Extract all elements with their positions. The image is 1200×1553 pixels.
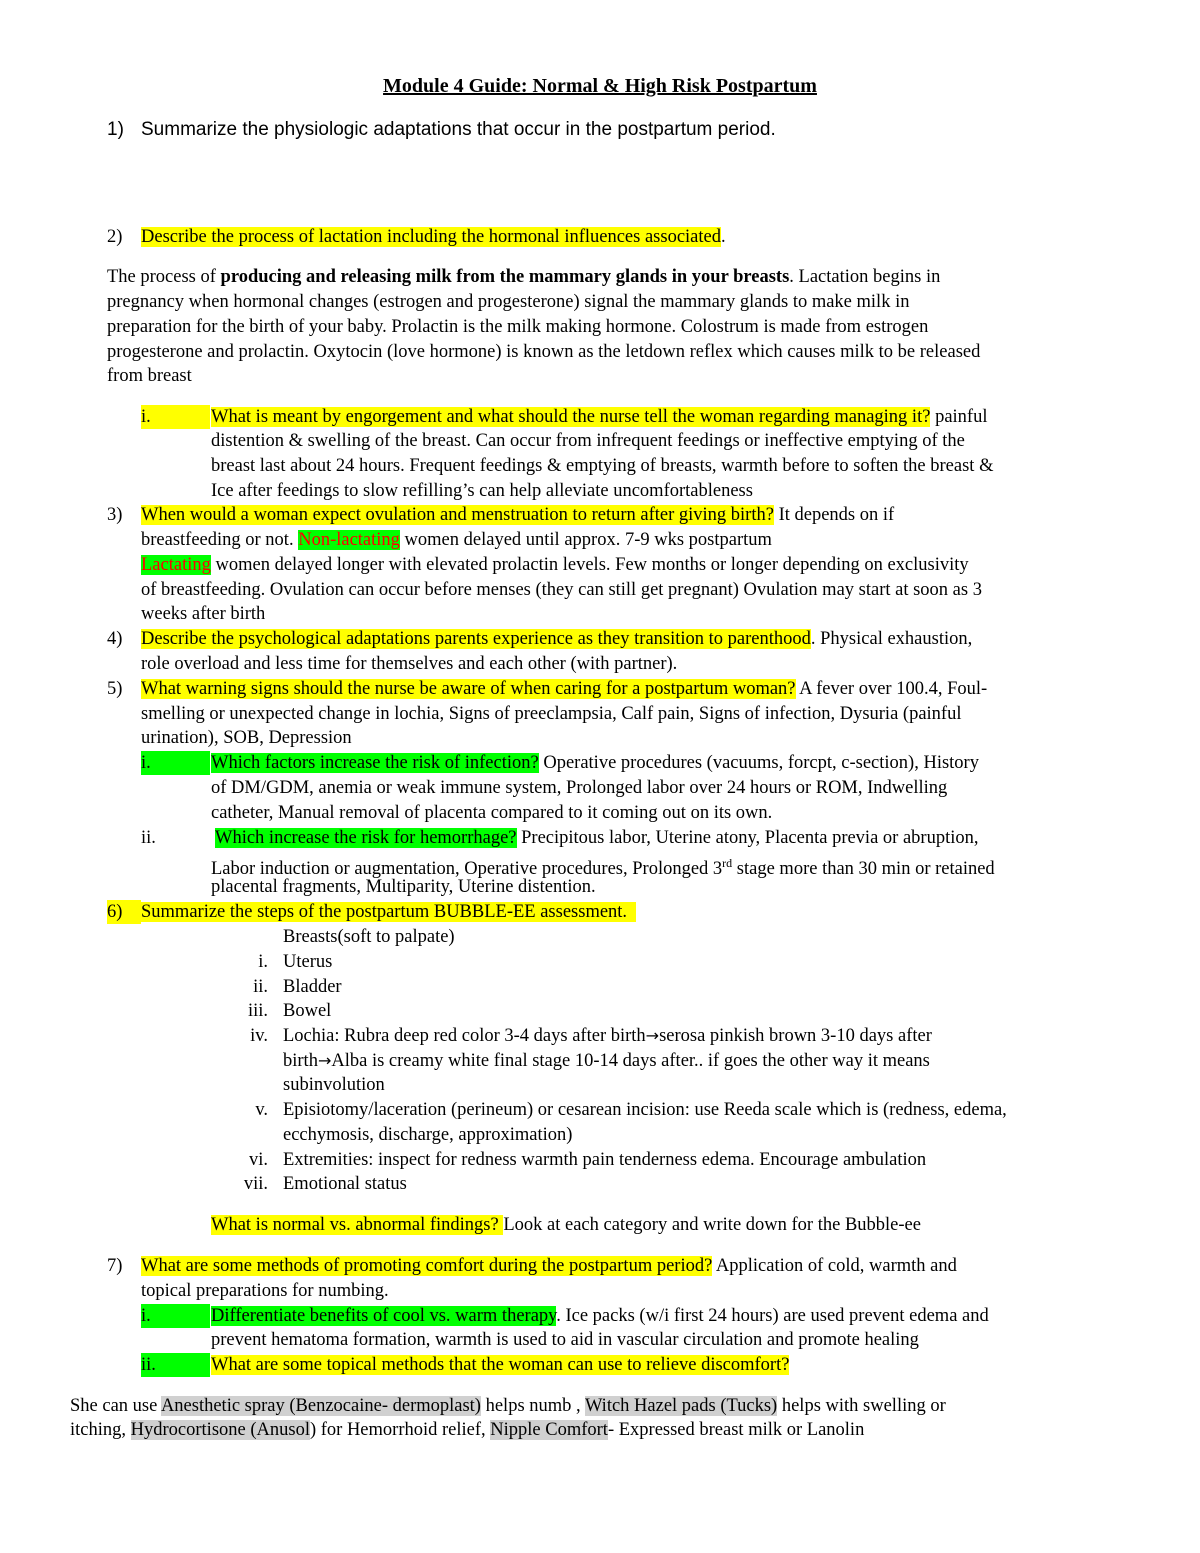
q2-answer-line: pregnancy when hormonal changes (estrogen and progesterone) signal the mammary glands to make milk in xyxy=(107,292,910,312)
bubble-item-number: iv. xyxy=(250,1026,268,1046)
bubble-item-number: vi. xyxy=(248,1150,268,1170)
q7-number: 7) xyxy=(107,1256,123,1276)
lactating-label: Lactating xyxy=(141,555,211,575)
q2-number: 2) xyxy=(107,227,123,247)
bubble-item-number: vii. xyxy=(243,1174,268,1194)
q2-sub-i-line: What is meant by engorgement and what should the nurse tell the woman regarding managing it? painful xyxy=(211,407,988,427)
q7-line: What are some methods of promoting comfort during the postpartum period? Application of cold, warmth and xyxy=(141,1256,957,1276)
q4-line: role overload and less time for themselves and each other (with partner). xyxy=(141,654,678,674)
q5-sub-ii-line: Which increase the risk for hemorrhage? Precipitous labor, Uterine atony, Placenta previa or abruption, xyxy=(215,828,979,848)
bubble-item-bowel: Bowel xyxy=(283,1001,332,1021)
q1-number: 1) xyxy=(107,119,124,140)
bubble-item-extremities: Extremities: inspect for redness warmth pain tenderness edema. Encourage ambulation xyxy=(283,1150,927,1170)
q7-sub-i-line: prevent hematoma formation, warmth is used to aid in vascular circulation and promote healing xyxy=(211,1330,919,1350)
q6-question: Summarize the steps of the postpartum BUBBLE-EE assessment. xyxy=(141,900,636,924)
q7-sub-ii-line: What are some topical methods that the woman can use to relieve discomfort? xyxy=(211,1355,790,1375)
bubble-item-episiotomy: ecchymosis, discharge, approximation) xyxy=(283,1125,573,1145)
bubble-item-episiotomy: Episiotomy/laceration (perineum) or cesarean incision: use Reeda scale which is (redness, edema, xyxy=(283,1100,1007,1120)
q5-sub-i-line: catheter, Manual removal of placenta compared to it coming out on its own. xyxy=(211,803,773,823)
q2-highlight: Describe the process of lactation including the hormonal influences associated xyxy=(141,227,721,247)
bubble-item-number: i. xyxy=(258,952,268,972)
bubble-item-number: v. xyxy=(255,1100,268,1120)
right-arrow-icon: → xyxy=(317,1051,332,1070)
q5-sub-ii-number: ii. xyxy=(141,828,156,848)
q7-sub-i-number: i. xyxy=(141,1304,210,1328)
q5-sub-i-line: of DM/GDM, anemia or weak immune system, Prolonged labor over 24 hours or ROM, Indwelling xyxy=(211,778,948,798)
closing-line: She can use Anesthetic spray (Benzocaine- dermoplast) helps numb , Witch Hazel pads (Tucks) helps with swelling or xyxy=(70,1396,946,1416)
q5-sub-i-line: Which factors increase the risk of infection? Operative procedures (vacuums, forcpt, c-section), History xyxy=(211,753,979,773)
q7-sub-ii-number: ii. xyxy=(141,1353,210,1377)
q2-sub-i-number: i. xyxy=(141,405,210,429)
bubble-item-lochia: Lochia: Rubra deep red color 3-4 days after birth→serosa pinkish brown 3-10 days after xyxy=(283,1026,932,1046)
q1-text: Summarize the physiologic adaptations that occur in the postpartum period. xyxy=(141,119,776,140)
q3-line: When would a woman expect ovulation and menstruation to return after giving birth? It depends on if xyxy=(141,505,895,525)
q5-sub-ii-line: Labor induction or augmentation, Operative procedures, Prolonged 3rd stage more than 30 min or retained xyxy=(211,856,995,880)
q2-answer-line: from breast xyxy=(107,366,192,386)
closing-line: itching, Hydrocortisone (Anusol) for Hemorrhoid relief, Nipple Comfort- Expressed breast milk or Lanolin xyxy=(70,1420,865,1440)
q2-answer-line: progesterone and prolactin. Oxytocin (love hormone) is known as the letdown reflex which causes milk to be released xyxy=(107,342,981,362)
q2-sub-i-line: distention & swelling of the breast. Can occur from infrequent feedings or ineffective emptying of the xyxy=(211,431,965,451)
q3-line: Lactating women delayed longer with elevated prolactin levels. Few months or longer depending on exclusivity xyxy=(141,555,969,575)
bubble-item-breasts: Breasts(soft to palpate) xyxy=(283,927,455,947)
q5-sub-ii-line: placental fragments, Multiparity, Uterine distention. xyxy=(211,877,596,897)
q5-line: What warning signs should the nurse be aware of when caring for a postpartum woman? A fever over 100.4, Foul- xyxy=(141,679,988,699)
q3-line: breastfeeding or not. Non-lactating women delayed until approx. 7-9 wks postpartum xyxy=(141,530,772,550)
q7-line: topical preparations for numbing. xyxy=(141,1281,389,1301)
q7-sub-i-line: Differentiate benefits of cool vs. warm therapy. Ice packs (w/i first 24 hours) are used prevent edema and xyxy=(211,1306,989,1326)
bubble-item-number: iii. xyxy=(247,1001,268,1021)
q5-line: smelling or unexpected change in lochia, Signs of preeclampsia, Calf pain, Signs of infection, Dysuria (painful xyxy=(141,704,962,724)
bubble-item-lochia: subinvolution xyxy=(283,1075,385,1095)
bubble-item-uterus: Uterus xyxy=(283,952,333,972)
non-lactating-label: Non-lactating xyxy=(298,530,400,550)
q2-question: Describe the process of lactation including the hormonal influences associated. xyxy=(141,227,726,247)
q4-line: Describe the psychological adaptations parents experience as they transition to parenthood. Physical exhaustion, xyxy=(141,629,973,649)
bubble-item-bladder: Bladder xyxy=(283,977,342,997)
q3-line: weeks after birth xyxy=(141,604,266,624)
q5-sub-i-number: i. xyxy=(141,751,210,775)
q2-sub-i-line: breast last about 24 hours. Frequent feedings & emptying of breasts, warmth before to soften the breast & xyxy=(211,456,994,476)
q6-number: 6) xyxy=(107,900,141,924)
normal-findings-line: What is normal vs. abnormal findings? Look at each category and write down for the Bubble-ee xyxy=(211,1215,921,1235)
right-arrow-icon: → xyxy=(645,1026,660,1045)
q3-line: of breastfeeding. Ovulation can occur before menses (they can still get pregnant) Ovulation may start at soon as 3 xyxy=(141,580,982,600)
q5-line: urination), SOB, Depression xyxy=(141,728,352,748)
q2-answer-line: preparation for the birth of your baby. Prolactin is the milk making hormone. Colostrum is made from estrogen xyxy=(107,317,929,337)
page-title: Module 4 Guide: Normal & High Risk Postpartum xyxy=(383,75,817,97)
q2-answer-line: The process of producing and releasing milk from the mammary glands in your breasts. Lactation begins in xyxy=(107,267,941,287)
bubble-item-lochia: birth→Alba is creamy white final stage 10-14 days after.. if goes the other way it means xyxy=(283,1051,930,1071)
q2-sub-i-line: Ice after feedings to slow refilling’s can help alleviate uncomfortableness xyxy=(211,481,753,501)
q3-number: 3) xyxy=(107,505,123,525)
q2-answer-bold: producing and releasing milk from the mammary glands in your breasts xyxy=(220,267,790,287)
q4-number: 4) xyxy=(107,629,123,649)
q5-number: 5) xyxy=(107,679,123,699)
bubble-item-number: ii. xyxy=(253,977,268,997)
bubble-item-emotional: Emotional status xyxy=(283,1174,407,1194)
